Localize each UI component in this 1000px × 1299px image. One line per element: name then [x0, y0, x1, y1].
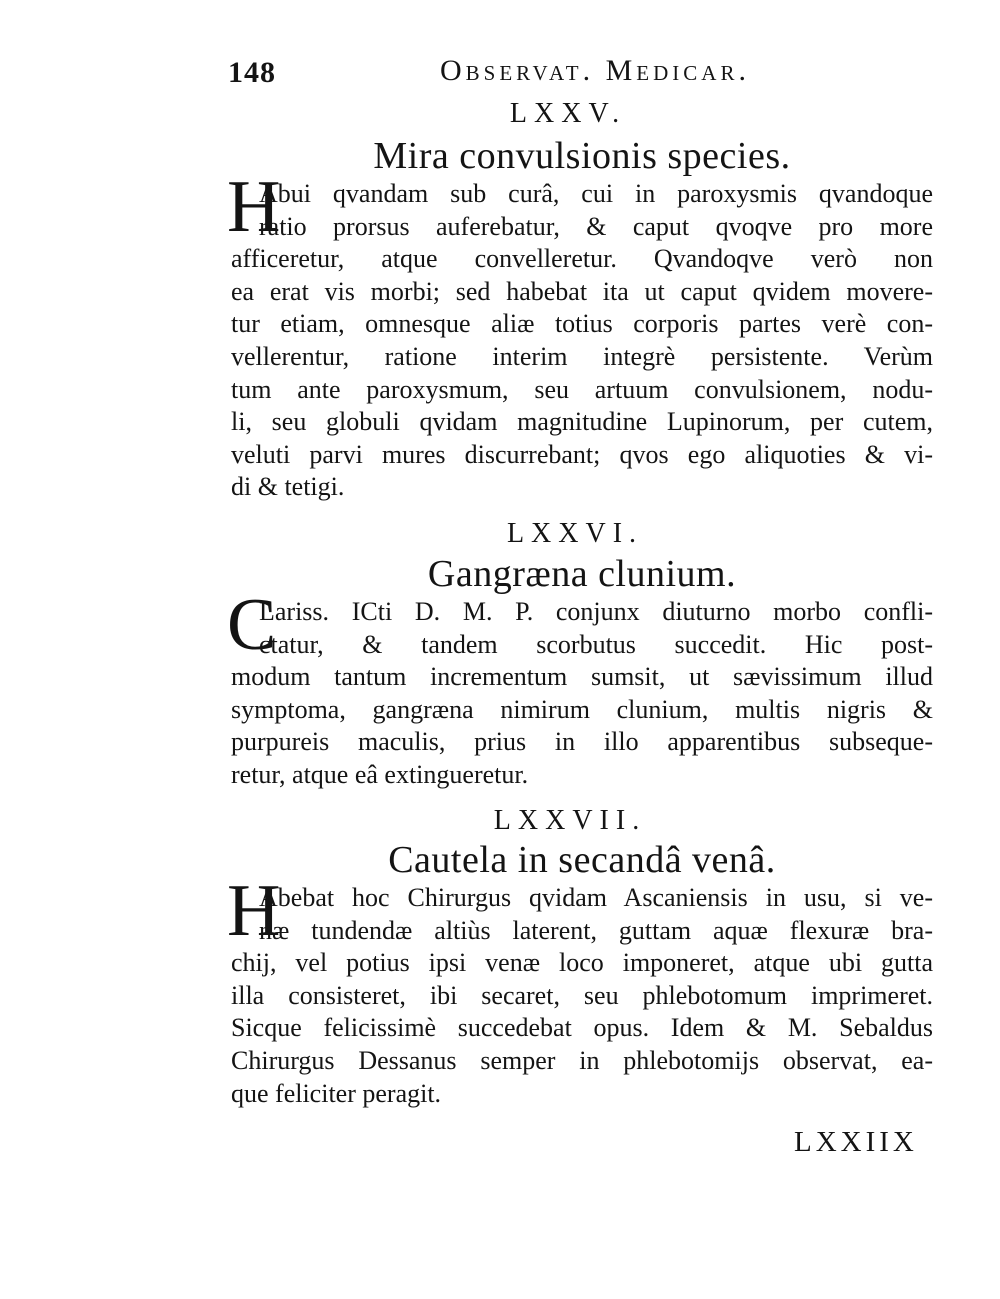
text-line: veluti parvi mures discurrebant; qvos ego aliquoties & vi-	[231, 439, 933, 469]
section-paragraph	[227, 870, 933, 1110]
drop-capital: C	[227, 584, 277, 666]
text-line: tur etiam, omnesque aliæ totius corporis partes verè con-	[231, 309, 933, 339]
text-line: modum tantum incrementum sumsit, ut sævissimum illud	[231, 662, 933, 692]
section-numeral: LXXV.	[509, 98, 627, 129]
text-line: li, seu globuli qvidam magnitudine Lupinorum, per cutem,	[231, 407, 933, 437]
text-line: chij, vel potius ipsi venæ loco imponeret, atque ubi gutta	[231, 948, 933, 978]
text-line: ea erat vis morbi; sed habebat ita ut caput qvidem movere-	[231, 276, 933, 306]
section-numeral: LXXVI.	[506, 518, 644, 549]
drop-capital: H	[227, 870, 281, 952]
text-line: symptoma, gangræna nimirum clunium, multis nigris &	[231, 694, 933, 724]
text-line: Abebat hoc Chirurgus qvidam Ascaniensis in usu, si ve-	[259, 883, 933, 912]
section-title: Cautela in secandâ venâ.	[388, 839, 776, 881]
section-title: Gangræna clunium.	[427, 553, 737, 595]
text-line: afficeretur, atque convelleretur. Qvandoqve verò non	[231, 244, 933, 274]
section-paragraph	[227, 584, 933, 792]
text-line: næ tundendæ altiùs laterent, guttam aquæ flexuræ bra-	[259, 915, 933, 945]
section-paragraph	[227, 166, 933, 504]
text-line: di & tetigi.	[231, 472, 345, 502]
section-numeral: LXXVII.	[493, 805, 647, 836]
page-number: 148	[228, 56, 276, 89]
catchword: LXXIIX	[794, 1126, 918, 1158]
text-line: tum ante paroxysmum, seu artuum convulsionem, nodu-	[231, 374, 933, 404]
text-line: Lariss. ICti D. M. P. conjunx diuturno morbo confli-	[259, 597, 933, 626]
text-line: Chirurgus Dessanus semper in phlebotomijs observat, ea-	[231, 1045, 933, 1075]
text-line: Abui qvandam sub curâ, cui in paroxysmis qvandoque	[259, 179, 933, 208]
text-line: Sicque felicissimè succedebat opus. Idem & M. Sebaldus	[231, 1013, 933, 1043]
text-line: purpureis maculis, prius in illo apparentibus subseque-	[231, 727, 933, 757]
text-line: ctatur, & tandem scorbutus succedit. Hic post-	[259, 629, 933, 659]
text-line: vellerentur, ratione interim integrè persistente. Verùm	[231, 341, 933, 371]
drop-capital: H	[227, 166, 281, 248]
text-line: ratio prorsus auferebatur, & caput qvoqve pro more	[259, 211, 933, 241]
text-line: que feliciter peragit.	[231, 1078, 442, 1108]
text-line: retur, atque eâ extingueretur.	[231, 759, 529, 789]
section-title: Mira convulsionis species.	[373, 135, 791, 177]
running-head: Observat. Medicar.	[440, 54, 750, 87]
text-line: illa consisteret, ibi secaret, seu phlebotomum imprimeret.	[231, 980, 933, 1010]
